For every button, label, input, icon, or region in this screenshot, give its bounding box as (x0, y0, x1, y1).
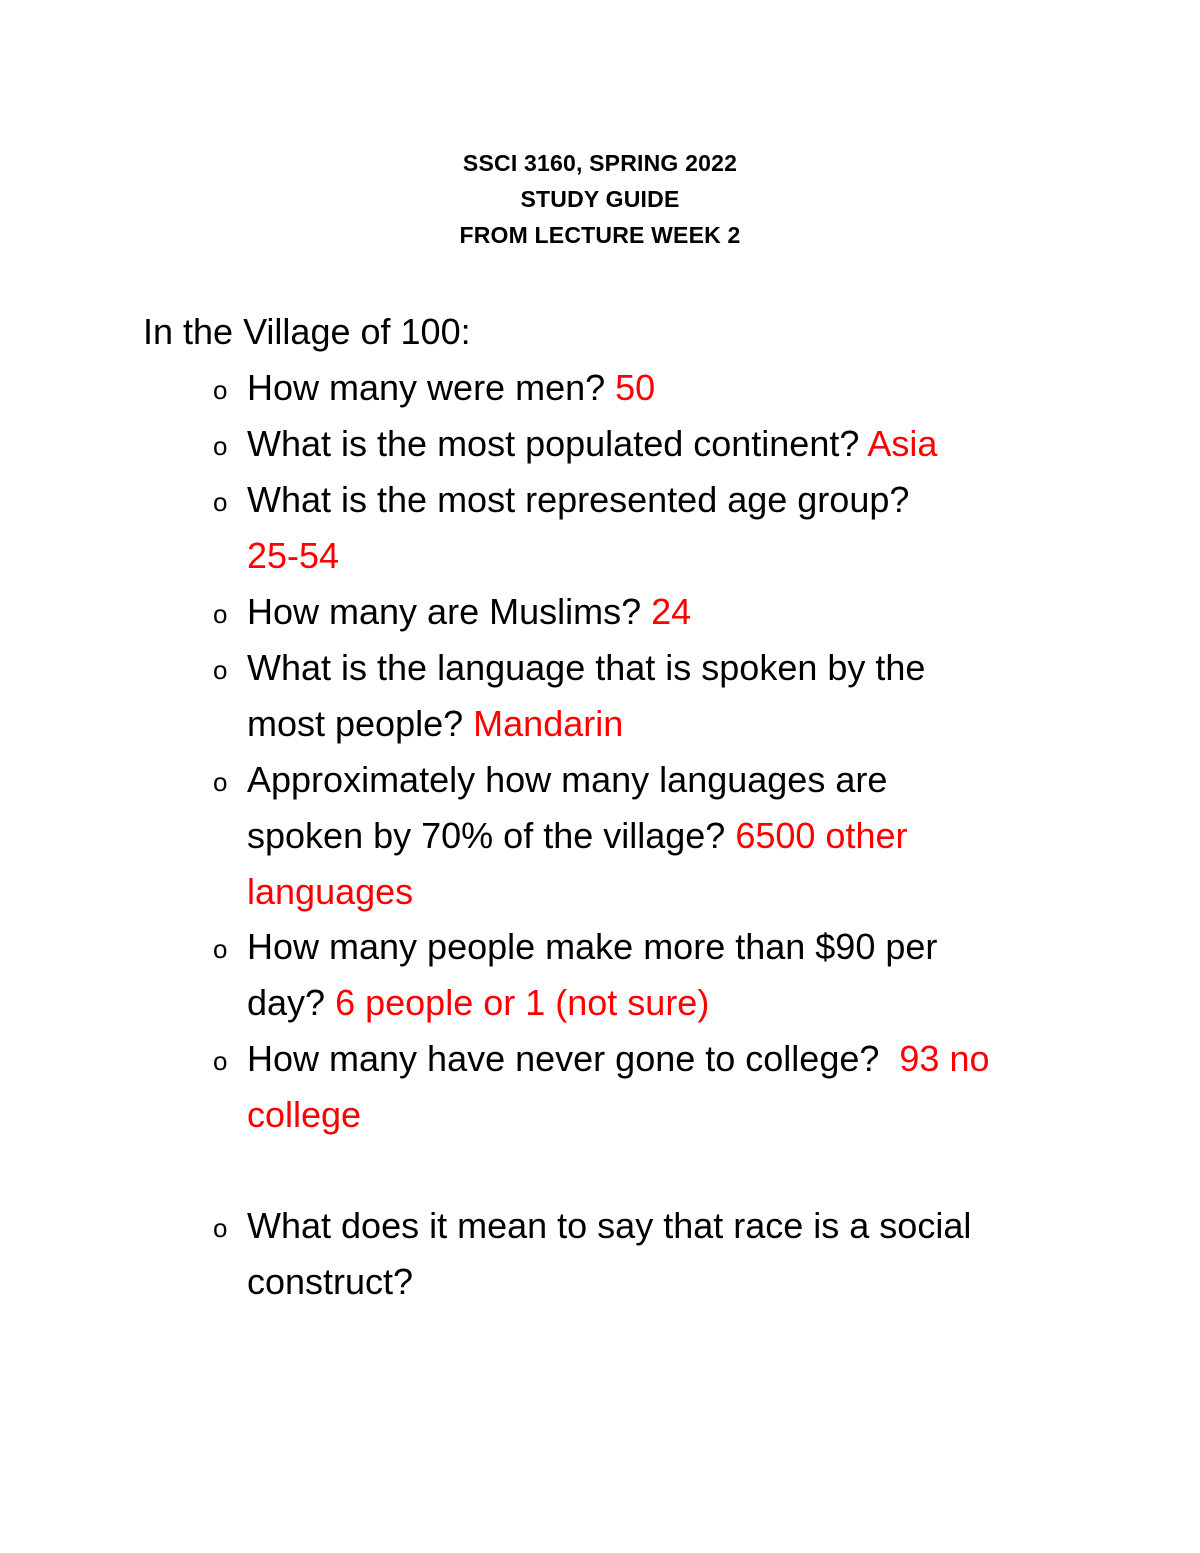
question-text: What does it mean to say that race is a social (247, 1205, 972, 1246)
answer-text: 50 (615, 367, 656, 408)
bullet-icon: o (213, 767, 228, 797)
answer-text: Mandarin (473, 703, 624, 744)
list-item (213, 584, 1113, 640)
intro-heading: In the Village of 100: (143, 311, 471, 352)
list-item (213, 416, 1113, 472)
list-item (213, 1198, 1113, 1310)
bullet-icon: o (213, 934, 228, 964)
bullet-icon: o (213, 375, 228, 405)
question-text-continued: construct? (247, 1261, 414, 1302)
guide-title: STUDY GUIDE (520, 186, 680, 212)
answer-text: 6 people or 1 (not sure) (335, 982, 710, 1023)
question-text-continued: spoken by 70% of the village? (247, 815, 726, 856)
bullet-icon: o (213, 431, 228, 461)
bullet-icon: o (213, 1046, 228, 1076)
list-item (213, 472, 1113, 584)
question-text: How many people make more than $90 per (247, 926, 938, 967)
list-item (213, 752, 1113, 920)
course-title: SSCI 3160, SPRING 2022 (462, 150, 738, 176)
question-text: What is the most populated continent? (247, 423, 860, 464)
bullet-icon: o (213, 655, 228, 685)
question-text-continued: day? (247, 982, 326, 1023)
question-text: How many were men? (247, 367, 606, 408)
answer-text: 25-54 (247, 535, 340, 576)
question-text: What is the language that is spoken by the (247, 647, 926, 688)
answer-text: 93 no (899, 1038, 990, 1079)
bullet-icon: o (213, 1213, 228, 1243)
bullet-icon: o (213, 599, 228, 629)
answer-text-continued: languages (247, 871, 414, 912)
answer-text: 6500 other (735, 815, 908, 856)
list-item (213, 919, 1113, 1031)
question-text: What is the most represented age group? (247, 479, 910, 520)
list-item (213, 360, 1113, 416)
question-text: How many are Muslims? (247, 591, 642, 632)
question-text: How many have never gone to college? (247, 1038, 880, 1079)
answer-text-continued: college (247, 1094, 362, 1135)
answer-text: Asia (867, 423, 938, 464)
question-text-continued: most people? (247, 703, 464, 744)
document-header (0, 145, 1200, 253)
bullet-icon: o (213, 487, 228, 517)
list-item (213, 640, 1113, 752)
answer-text: 24 (651, 591, 692, 632)
lecture-title: FROM LECTURE WEEK 2 (459, 222, 741, 248)
list-item (213, 1031, 1113, 1143)
question-text: Approximately how many languages are (247, 759, 888, 800)
